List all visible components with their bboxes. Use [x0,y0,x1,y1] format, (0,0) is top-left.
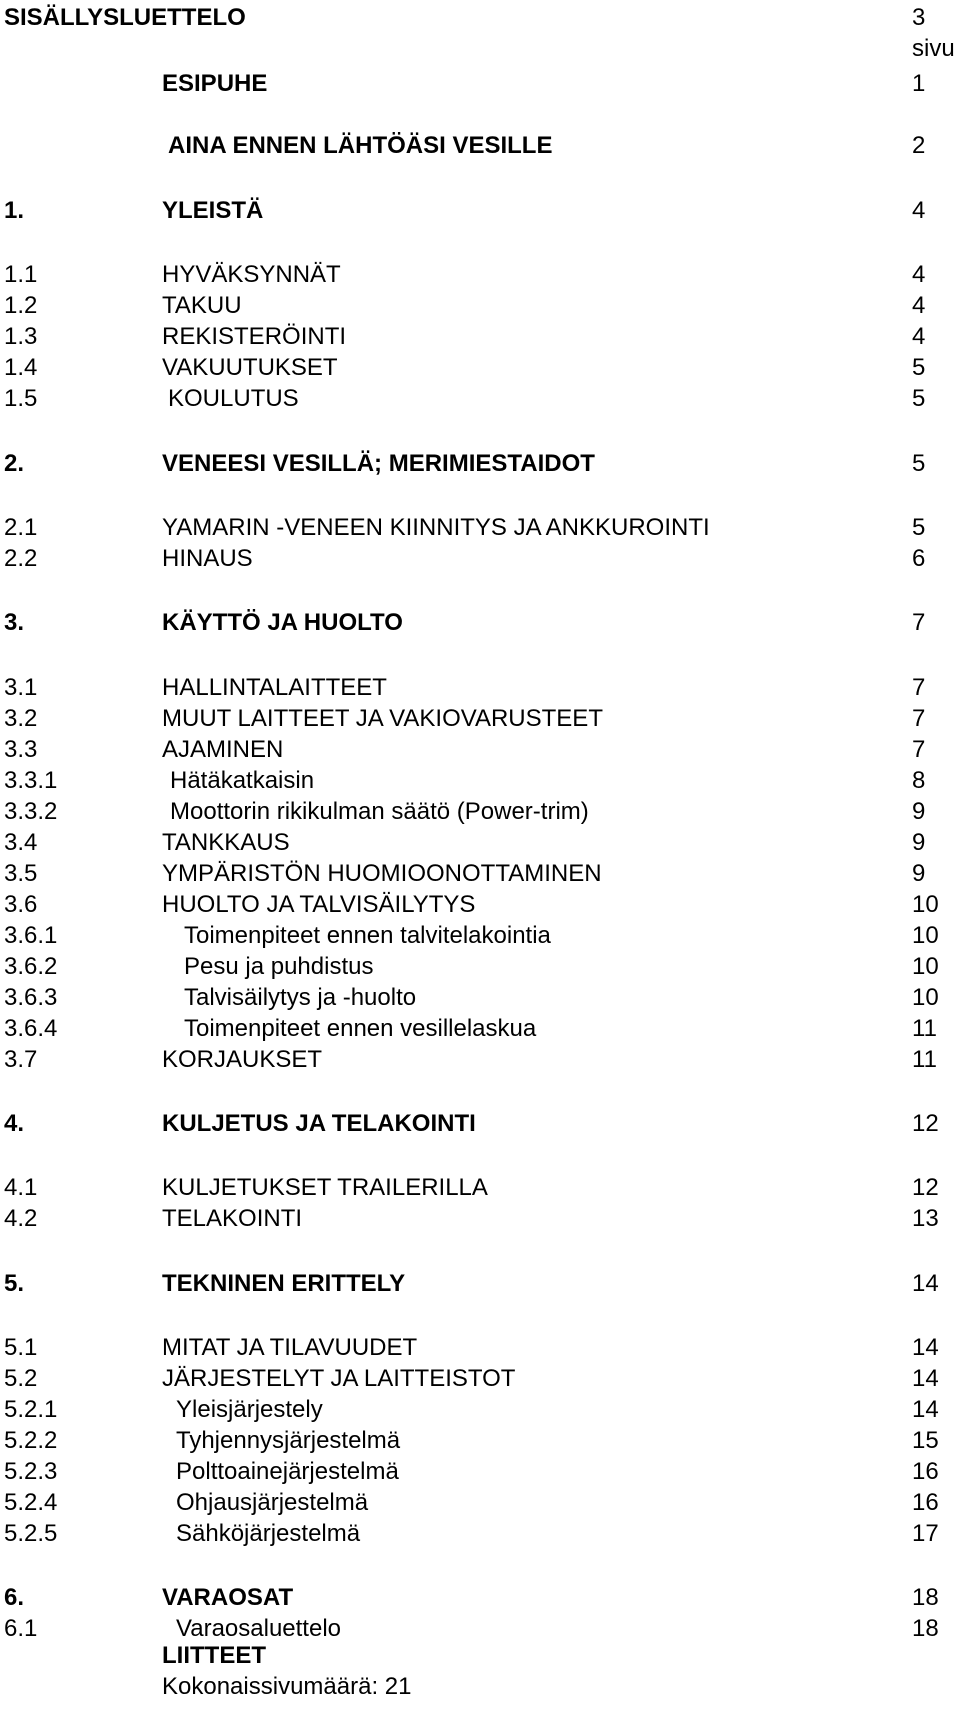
toc-entry-number: 5.2.2 [4,1427,58,1454]
toc-entry-title: Polttoainejärjestelmä [176,1458,399,1485]
toc-entry-title: KULJETUS JA TELAKOINTI [162,1110,476,1137]
toc-entry-page: 5 [912,450,926,477]
toc-entry-number: 2.2 [4,545,38,572]
toc-entry-title: KÄYTTÖ JA HUOLTO [162,609,403,636]
toc-entry [0,1045,960,1075]
toc-entry-number: 5.2 [4,1365,38,1392]
toc-entry-title: Talvisäilytys ja -huolto [184,984,417,1011]
toc-entry-title: KOULUTUS [168,385,299,412]
toc-entry-page: 2 [912,132,926,159]
toc-entry [0,673,960,703]
toc-entry-page: 14 [912,1365,939,1392]
toc-entry-title: ESIPUHE [162,70,268,97]
toc-entry-title: KORJAUKSET [162,1046,323,1073]
toc-entry-page: 6 [912,545,926,572]
toc-entry-number: 3.3 [4,736,38,763]
toc-entry-page: 18 [912,1584,939,1611]
toc-entry [0,983,960,1013]
toc-entry-title: Ohjausjärjestelmä [176,1489,369,1516]
toc-entry-number: 1.5 [4,385,38,412]
toc-entry-number: 3.6.1 [4,922,58,949]
toc-entry [0,1014,960,1044]
toc-entry-number: 1. [4,197,25,224]
toc-entry-title: VARAOSAT [162,1584,294,1611]
toc-entry-page: 4 [912,323,926,350]
toc-entry-page: 7 [912,705,926,732]
toc-entry-number: 5.2.4 [4,1489,58,1516]
toc-entry [0,1109,960,1139]
toc-entry-title: Yleisjärjestely [176,1396,323,1423]
toc-entry-page: 4 [912,292,926,319]
toc-entry-page: 4 [912,197,926,224]
toc-entry [0,1426,960,1456]
toc-entry-title: TELAKOINTI [162,1205,303,1232]
toc-entry-page: 14 [912,1334,939,1361]
toc-entry-number: 2. [4,450,25,477]
toc-entry-title: Tyhjennysjärjestelmä [176,1427,401,1454]
toc-entry-number: 3.6 [4,891,38,918]
toc-entry-number: 3. [4,609,25,636]
toc-entry [0,322,960,352]
toc-entry [0,608,960,638]
toc-header [0,3,960,33]
toc-entry [0,1583,960,1613]
toc-entry-page: 14 [912,1396,939,1423]
toc-entry [0,260,960,290]
toc-entry-page: 1 [912,70,926,97]
toc-entry-page: 7 [912,736,926,763]
toc-entry-title: YMPÄRISTÖN HUOMIOONOTTAMINEN [162,860,602,887]
toc-entry-number: 6.1 [4,1615,38,1642]
toc-entry-page: 17 [912,1520,939,1547]
toc-entry-number: 3.5 [4,860,38,887]
toc-entry-page: 5 [912,354,926,381]
toc-entry-page: 5 [912,514,926,541]
toc-entry-number: 3.1 [4,674,38,701]
toc-entry-title: YAMARIN -VENEEN KIINNITYS JA ANKKUROINTI [162,514,710,541]
toc-entry-page: 10 [912,891,939,918]
toc-entry-page: 18 [912,1615,939,1642]
toc-entry-number: 3.6.2 [4,953,58,980]
toc-entry [0,353,960,383]
toc-entry-number: 3.7 [4,1046,38,1073]
toc-entry-title: AJAMINEN [162,736,284,763]
toc-entry [0,797,960,827]
toc-entry-title: YLEISTÄ [162,197,264,224]
toc-entry [0,513,960,543]
toc-entry-number: 3.2 [4,705,38,732]
total-pages-label: Kokonaissivumäärä: 21 [162,1673,412,1700]
toc-entry-title: REKISTERÖINTI [162,323,347,350]
toc-entry-title: Pesu ja puhdistus [184,953,374,980]
toc-header-page: 3 [912,4,926,31]
toc-entry [0,69,960,99]
toc-entry-page: 9 [912,798,926,825]
toc-entry [0,704,960,734]
toc-entry [0,890,960,920]
toc-entry-page: 11 [912,1046,937,1073]
toc-entry [0,1364,960,1394]
toc-entry [0,1333,960,1363]
toc-entry-title: HINAUS [162,545,253,572]
toc-entry [0,1519,960,1549]
toc-entry-number: 3.6.4 [4,1015,58,1042]
toc-entry-page: 13 [912,1205,939,1232]
toc-entry [0,952,960,982]
toc-entry [0,1395,960,1425]
toc-entry [0,1614,960,1644]
toc-entry [0,766,960,796]
toc-entry-number: 5. [4,1270,25,1297]
toc-entry-page: 12 [912,1110,939,1137]
toc-entry [0,131,960,161]
toc-entry [0,828,960,858]
toc-entry-page: 10 [912,922,939,949]
toc-entry-title: VAKUUTUKSET [162,354,338,381]
toc-entry-title: TEKNINEN ERITTELY [162,1270,406,1297]
appendices-row [0,1641,960,1671]
toc-entry-title: Hätäkatkaisin [170,767,315,794]
toc-entry-title: Moottorin rikikulman säätö (Power-trim) [170,798,589,825]
toc-entry [0,196,960,226]
page-column-label: sivu [912,35,955,62]
toc-entry-page: 12 [912,1174,939,1201]
toc-entry-number: 5.1 [4,1334,38,1361]
appendices-label: LIITTEET [162,1642,266,1669]
toc-entry-page: 10 [912,953,939,980]
toc-entry [0,384,960,414]
toc-entry-title: HYVÄKSYNNÄT [162,261,341,288]
toc-entry-number: 3.6.3 [4,984,58,1011]
toc-entry [0,921,960,951]
toc-entry-page: 15 [912,1427,939,1454]
toc-entry-number: 4. [4,1110,25,1137]
toc-entry-number: 3.3.2 [4,798,58,825]
toc-entry-number: 2.1 [4,514,38,541]
toc-entry [0,859,960,889]
toc-entry-page: 16 [912,1489,939,1516]
toc-entry-page: 7 [912,609,926,636]
toc-entry-page: 5 [912,385,926,412]
toc-entry-number: 5.2.5 [4,1520,58,1547]
toc-entry-number: 1.4 [4,354,38,381]
toc-entry [0,291,960,321]
toc-entry-page: 9 [912,829,926,856]
toc-entry-title: Sähköjärjestelmä [176,1520,361,1547]
toc-entry-page: 10 [912,984,939,1011]
toc-entry-number: 5.2.3 [4,1458,58,1485]
total-pages-row [0,1672,960,1702]
toc-entry [0,1269,960,1299]
toc-entry-number: 3.3.1 [4,767,58,794]
toc-entry [0,1457,960,1487]
toc-entry-title: TANKKAUS [162,829,290,856]
toc-entry-title: TAKUU [162,292,242,319]
toc-entry-title: VENEESI VESILLÄ; MERIMIESTAIDOT [162,450,595,477]
toc-entry-number: 4.1 [4,1174,38,1201]
toc-entry-page: 7 [912,674,926,701]
toc-entry-title: JÄRJESTELYT JA LAITTEISTOT [162,1365,516,1392]
toc-entry [0,544,960,574]
page-column-label-row [0,34,960,64]
toc-entry-number: 1.3 [4,323,38,350]
toc-entry-title: Varaosaluettelo [176,1615,341,1642]
toc-entry [0,735,960,765]
toc-entry-number: 1.1 [4,261,38,288]
toc-title: SISÄLLYSLUETTELO [4,4,246,31]
toc-entry [0,1204,960,1234]
toc-entry-page: 14 [912,1270,939,1297]
toc-entry-page: 16 [912,1458,939,1485]
toc-entry [0,1173,960,1203]
toc-entry-number: 6. [4,1584,25,1611]
toc-entry-page: 8 [912,767,926,794]
toc-entry-title: AINA ENNEN LÄHTÖÄSI VESILLE [168,132,553,159]
toc-entry-title: KULJETUKSET TRAILERILLA [162,1174,488,1201]
toc-entry-number: 3.4 [4,829,38,856]
toc-entry-number: 1.2 [4,292,38,319]
toc-entry-number: 5.2.1 [4,1396,58,1423]
toc-entry-page: 11 [912,1015,937,1042]
toc-entry-title: Toimenpiteet ennen talvitelakointia [184,922,551,949]
toc-entry-page: 9 [912,860,926,887]
toc-entry-page: 4 [912,261,926,288]
toc-entry-title: MUUT LAITTEET JA VAKIOVARUSTEET [162,705,603,732]
toc-entry-title: Toimenpiteet ennen vesillelaskua [184,1015,537,1042]
toc-entry-title: HUOLTO JA TALVISÄILYTYS [162,891,476,918]
toc-entry-title: MITAT JA TILAVUUDET [162,1334,418,1361]
toc-entry-title: HALLINTALAITTEET [162,674,387,701]
toc-entry-number: 4.2 [4,1205,38,1232]
toc-entry [0,1488,960,1518]
toc-entry [0,449,960,479]
